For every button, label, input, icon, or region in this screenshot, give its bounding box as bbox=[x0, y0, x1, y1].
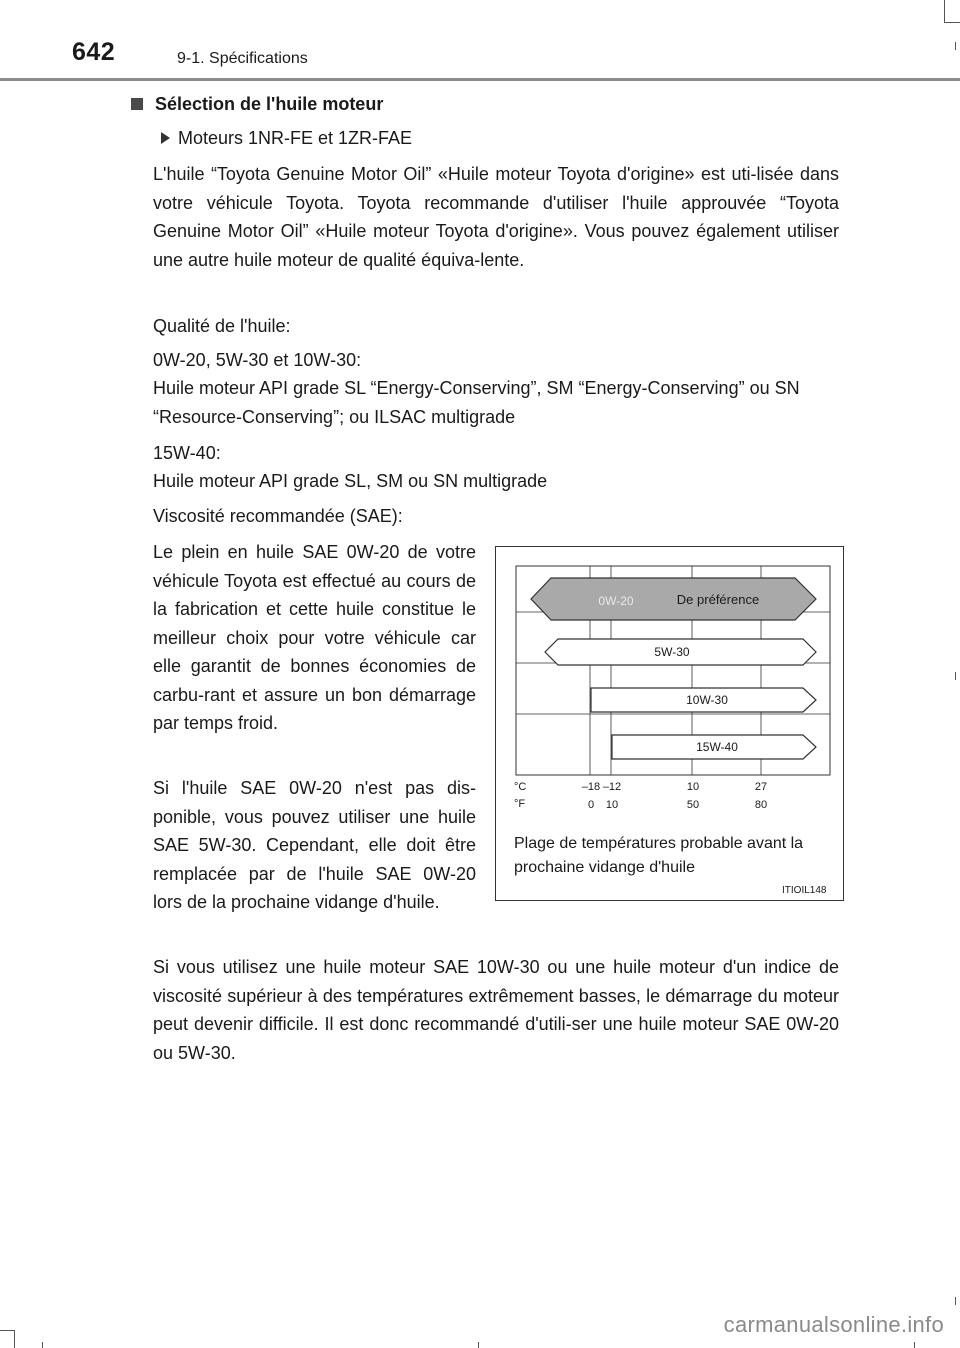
figure-code: ITIOIL148 bbox=[782, 885, 827, 896]
square-bullet-icon bbox=[131, 98, 143, 110]
footer-watermark: carmanualsonline.info bbox=[723, 1312, 944, 1337]
bar-0w20-preferred-label: De préférence bbox=[676, 592, 760, 607]
factory-fill-paragraph: Le plein en huile SAE 0W-20 de votre véhicule Toyota est effectué au cours de la fabrication et cette huile constitue le meilleur choix pour votre véhicule car elle garantit de bonnes économies de carbu-rant et assure un bon démarrage par temps froid. bbox=[153, 542, 476, 733]
tick-c: 10 bbox=[686, 781, 700, 793]
subheading: Moteurs 1NR-FE et 1ZR-FAE bbox=[178, 128, 413, 148]
crop-mark bbox=[955, 1297, 956, 1305]
page-number: 642 bbox=[72, 38, 116, 66]
cold-start-paragraph: Si vous utilisez une huile moteur SAE 10W-30 ou une huile moteur d'un indice de viscosité supérieur à des températures extrêmement basses, le démarrage du moteur peut devenir difficile. Il est donc recommandé d'utili-ser une huile moteur SAE 0W-20 ou 5W-30. bbox=[153, 957, 839, 1063]
crop-mark bbox=[955, 42, 956, 50]
viscosity-label: Viscosité recommandée (SAE): bbox=[153, 506, 403, 526]
tick-c: –12 bbox=[602, 781, 622, 793]
section-heading: Sélection de l'huile moteur bbox=[155, 94, 384, 114]
crop-mark bbox=[14, 1330, 15, 1348]
bar-5w30-label: 5W-30 bbox=[654, 645, 690, 659]
unit-celsius: °C bbox=[514, 781, 527, 793]
grade-0w20-label: 0W-20, 5W-30 et 10W-30: bbox=[153, 350, 362, 370]
crop-mark bbox=[944, 22, 960, 23]
section-title: 9-1. Spécifications bbox=[177, 50, 308, 67]
crop-mark bbox=[42, 1342, 43, 1348]
crop-mark bbox=[944, 0, 945, 22]
bar-10w30-label: 10W-30 bbox=[686, 693, 728, 707]
crop-mark bbox=[0, 1330, 14, 1331]
tick-f: 0 bbox=[587, 799, 595, 811]
header-divider bbox=[0, 78, 960, 81]
intro-paragraph: L'huile “Toyota Genuine Motor Oil” «Huile moteur Toyota d'origine» est uti-lisée dans votre véhicule Toyota. Toyota recommande d'utiliser l'huile approuvée “Toyota Genuine Motor Oil” «Huile moteur Toyota d'origine». Vous pouvez également utiliser une autre huile moteur de qualité équiva-lente. bbox=[153, 164, 839, 270]
grade-15w40-label: 15W-40: bbox=[153, 443, 221, 463]
bar-0w20-preferred bbox=[531, 578, 816, 620]
unit-fahrenheit: °F bbox=[514, 798, 526, 810]
tick-f: 50 bbox=[686, 799, 700, 811]
alternative-oil-paragraph: Si l'huile SAE 0W-20 n'est pas dis-ponible, vous pouvez utiliser une huile SAE 5W-30. Cependant, elle doit être remplacée par de l'huile SAE 0W-20 lors de la prochaine vidange d'huile. bbox=[153, 778, 476, 912]
crop-mark bbox=[478, 1342, 479, 1348]
oil-quality-label: Qualité de l'huile: bbox=[153, 316, 291, 336]
tick-c: –18 bbox=[581, 781, 601, 793]
grade-0w20-spec: Huile moteur API grade SL “Energy-Conserving”, SM “Energy-Conserving” ou SN “Resource-Conserving”; ou ILSAC multigrade bbox=[153, 378, 800, 427]
tick-c: 27 bbox=[754, 781, 768, 793]
chart-caption: Plage de températures probable avant la prochaine vidange d'huile bbox=[514, 835, 804, 876]
bar-15w40-label: 15W-40 bbox=[696, 740, 738, 754]
triangle-bullet-icon bbox=[161, 132, 170, 144]
bar-0w20-label: 0W-20 bbox=[598, 594, 634, 608]
grade-15w40-spec: Huile moteur API grade SL, SM ou SN multigrade bbox=[153, 471, 548, 491]
crop-mark bbox=[914, 1342, 915, 1348]
tick-f: 80 bbox=[754, 799, 768, 811]
tick-f: 10 bbox=[605, 799, 619, 811]
crop-mark bbox=[955, 672, 956, 680]
